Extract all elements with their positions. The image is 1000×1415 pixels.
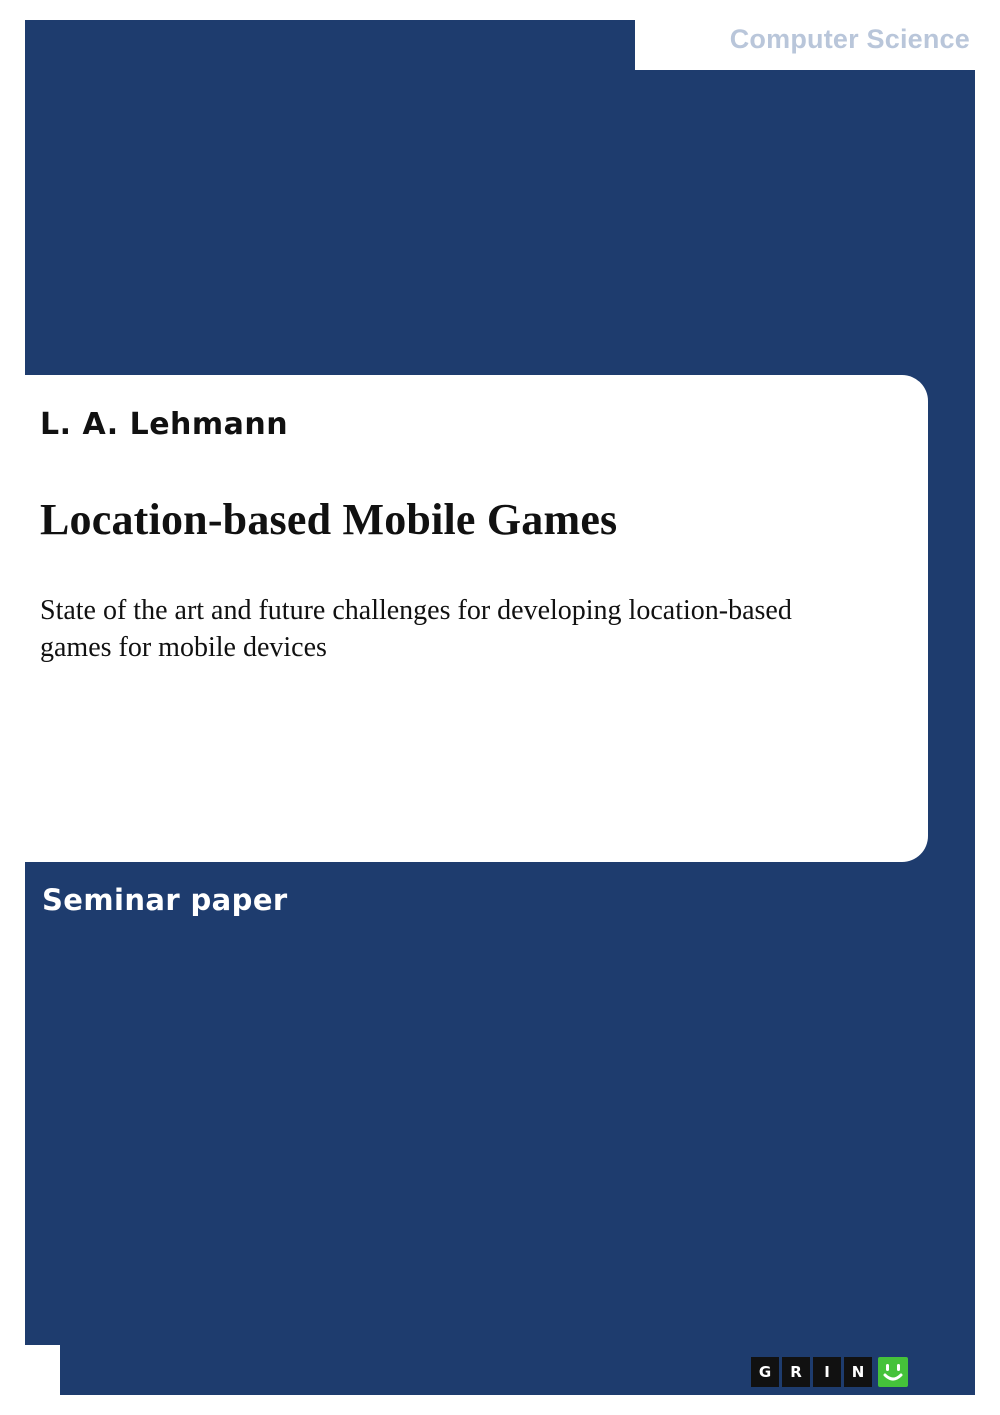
title-card (0, 375, 928, 862)
subtitle: State of the art and future challenges for developing location-based games for mobile devices (40, 595, 792, 663)
category-label: Computer Science (729, 24, 970, 54)
document-type-label: Seminar paper (42, 883, 288, 917)
bottom-left-white-notch (0, 1345, 60, 1415)
logo-letter-r: R (782, 1357, 810, 1387)
publisher-logo (751, 1357, 908, 1387)
logo-letter-n: N (844, 1357, 872, 1387)
page-title: Location-based Mobile Games (40, 495, 618, 544)
smiley-face-icon (878, 1357, 908, 1387)
logo-letter-i: I (813, 1357, 841, 1387)
logo-letter-g: G (751, 1357, 779, 1387)
author-name: L. A. Lehmann (40, 407, 289, 442)
